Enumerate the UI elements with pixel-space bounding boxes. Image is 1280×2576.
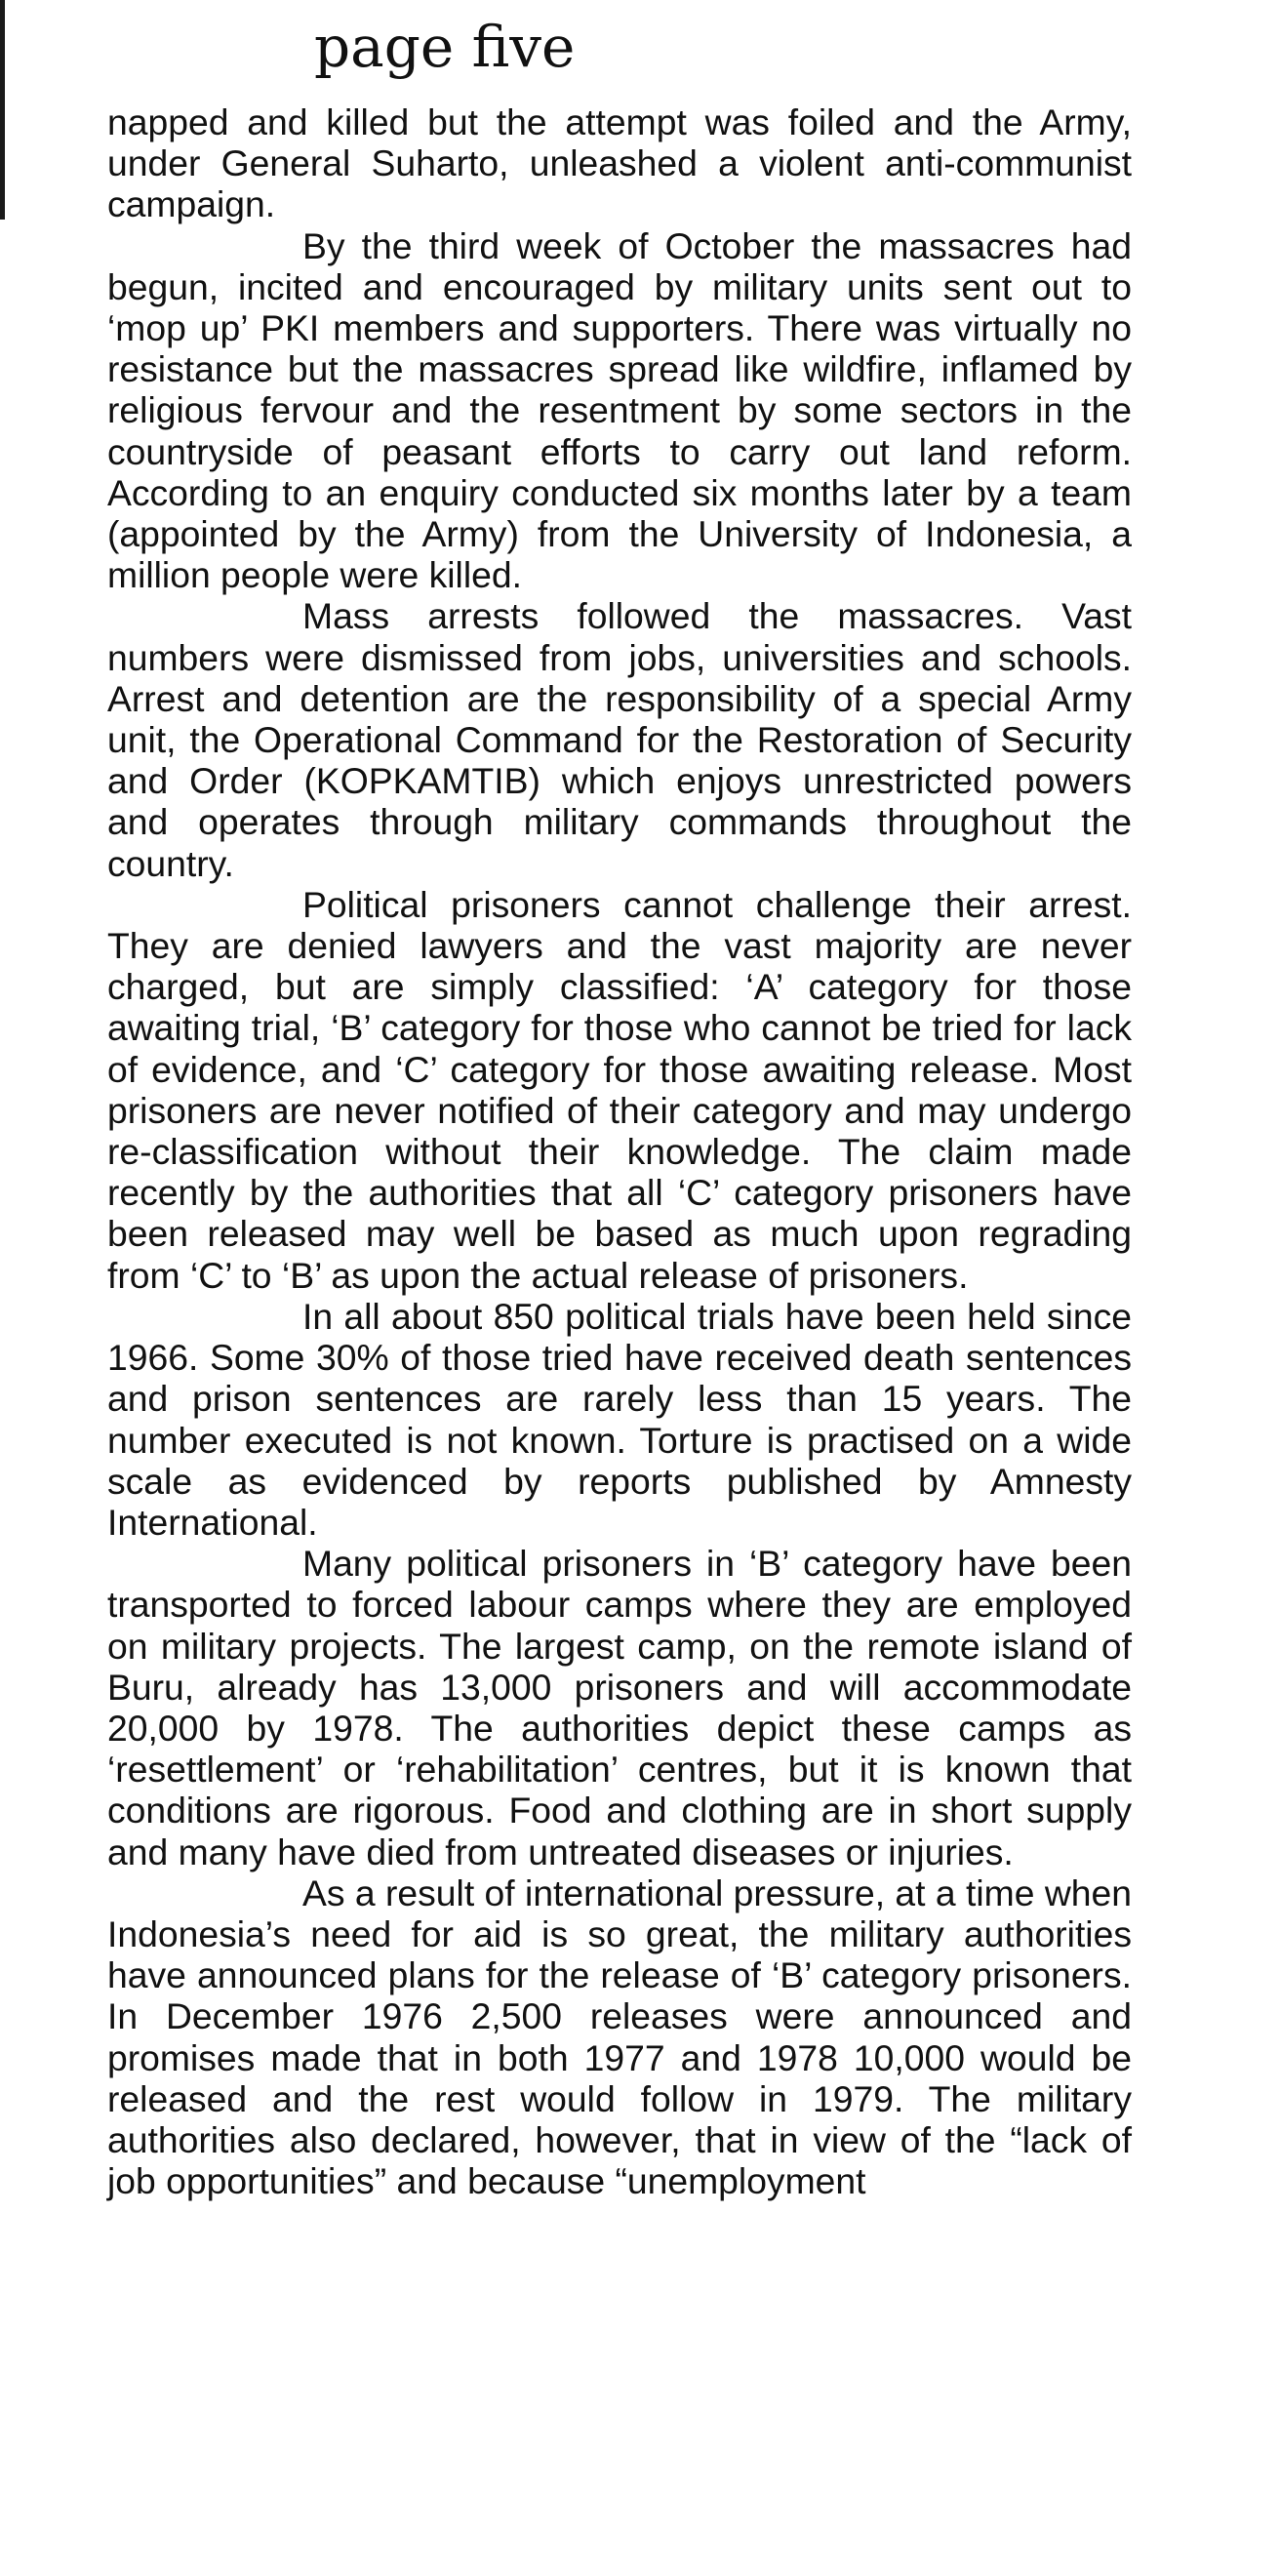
paragraph-2: By the third week of October the massacres had begun, incited and encouraged by military units sent out to ‘mop up’ PKI members and supporters. There was virtually no resistance but the massacres spread like wildfire, inflamed by religious fervour and the resentment by some sectors in the countryside of peasant efforts to carry out land reform. According to an enquiry conducted six months later by a team (appointed by the Army) from the University of Indonesia, a million people were killed. bbox=[107, 224, 1132, 596]
article-body bbox=[107, 101, 1132, 2201]
paragraph-7: As a result of international pressure, at a time when Indonesia’s need for aid is so great, the military authorities have announced plans for the release of ‘B’ category prisoners. In December 1976 2,500 releases were announced and promises made that in both 1977 and 1978 10,000 would be released and the rest would follow in 1979. The military authorities also declared, however, that in view of the “lack of job opportunities” and because “unemployment bbox=[107, 1872, 1132, 2202]
paragraph-5: In all about 850 political trials have been held since 1966. Some 30% of those tried have received death sentences and prison sentences are rarely less than 15 years. The number executed is not known. Torture is practised on a wide scale as evidenced by reports published by Amnesty International. bbox=[107, 1295, 1132, 1543]
paragraph-6: Many political prisoners in ‘B’ category have been transported to forced labour camps where they are employed on military projects. The largest camp, on the remote island of Buru, already has 13,000 prisoners and will accommodate 20,000 by 1978. The authorities depict these camps as ‘resettlement’ or ‘rehabilitation’ centres, but it is known that conditions are rigorous. Food and clothing are in short supply and many have died from untreated diseases or injuries. bbox=[107, 1543, 1132, 1872]
left-margin-rule bbox=[0, 0, 5, 220]
paragraph-3: Mass arrests followed the massacres. Vast numbers were dismissed from jobs, universities and schools. Arrest and detention are the responsibility of a special Army unit, the Operational Command for the Restoration of Security and Order (KOPKAMTIB) which enjoys unrestricted powers and operates through military commands throughout the country. bbox=[107, 595, 1132, 884]
paragraph-1: napped and killed but the attempt was foiled and the Army, under General Suharto, unleashed a violent anti-communist campaign. bbox=[107, 101, 1132, 225]
paragraph-4: Political prisoners cannot challenge their arrest. They are denied lawyers and the vast majority are never charged, but are simply classified: ‘A’ category for those awaiting trial, ‘B’ category for those who cannot be tried for lack of evidence, and ‘C’ category for those awaiting release. Most prisoners are never notified of their category and may undergo re-classification without their knowledge. The claim made recently by the authorities that all ‘C’ category prisoners have been released may well be based as much upon regrading from ‘C’ to ‘B’ as upon the actual release of prisoners. bbox=[107, 883, 1132, 1296]
page-heading: page five bbox=[314, 14, 576, 80]
